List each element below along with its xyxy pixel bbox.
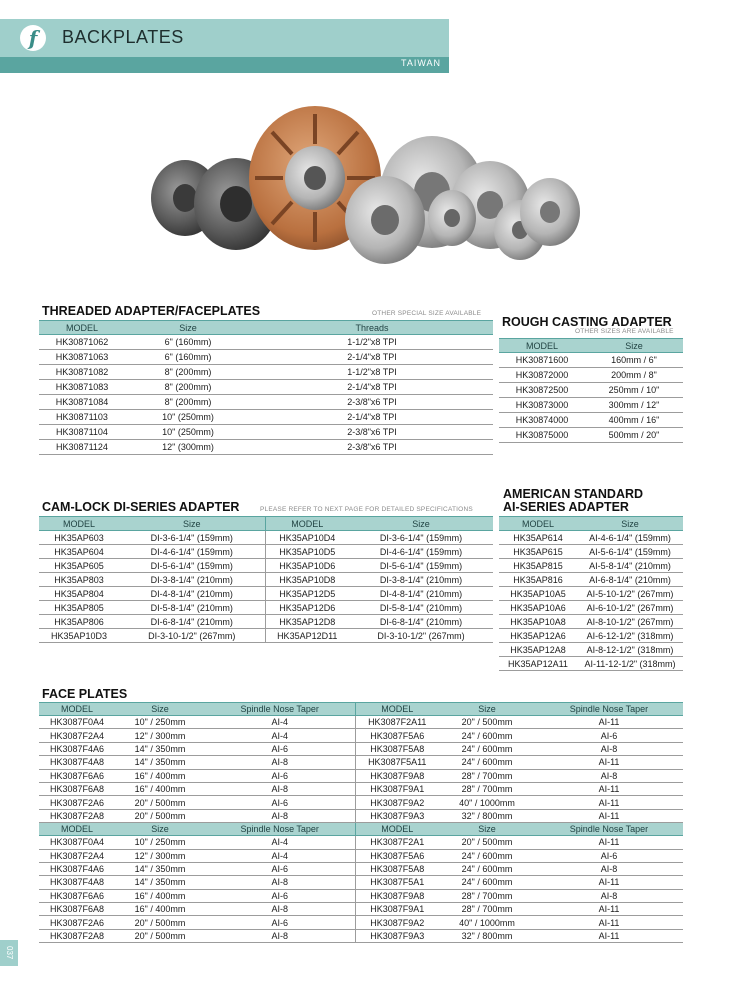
table-cell: HK3087F4A8 <box>39 756 115 769</box>
american-table <box>499 516 683 671</box>
table-cell: 20" / 500mm <box>115 929 205 942</box>
table-cell: 28" / 700mm <box>439 769 535 782</box>
table-cell: AI-11 <box>535 796 683 809</box>
table-cell: AI-6-8-1/4" (210mm) <box>577 573 683 587</box>
table-cell: AI-11 <box>535 716 683 729</box>
table-cell: 10" (250mm) <box>125 410 251 425</box>
header-row <box>39 703 683 716</box>
column-header: MODEL <box>355 823 439 836</box>
rough-title: ROUGH CASTING ADAPTER <box>502 315 672 329</box>
camlock-note: PLEASE REFER TO NEXT PAGE FOR DETAILED SPECIFICATIONS <box>260 506 473 513</box>
table-cell: HK3087F2A4 <box>39 849 115 862</box>
table-cell: HK35AP12D11 <box>265 629 349 643</box>
table-cell: 2-3/8"x6 TPI <box>251 425 493 440</box>
table-cell: HK35AP12A6 <box>499 629 577 643</box>
table-cell: DI-3-8-1/4" (210mm) <box>349 573 493 587</box>
table-cell: 24" / 600mm <box>439 742 535 755</box>
column-header: Size <box>349 517 493 531</box>
header-row <box>499 517 683 531</box>
table-cell: AI-5-10-1/2" (267mm) <box>577 587 683 601</box>
table-cell: HK3087F5A6 <box>355 849 439 862</box>
column-header: Size <box>439 703 535 716</box>
column-header: MODEL <box>39 703 115 716</box>
table-cell: 24" / 600mm <box>439 876 535 889</box>
table-row <box>499 353 683 368</box>
table-cell: AI-11 <box>535 916 683 929</box>
table-cell: AI-4-6-1/4" (159mm) <box>577 531 683 545</box>
table-cell: HK3087F2A6 <box>39 796 115 809</box>
table-cell: HK35AP12D8 <box>265 615 349 629</box>
table-row <box>39 425 493 440</box>
rough-note: OTHER SIZES ARE AVAILABLE <box>575 328 674 335</box>
table-cell: HK30871083 <box>39 380 125 395</box>
table-cell: 12" / 300mm <box>115 729 205 742</box>
header-row <box>39 321 493 335</box>
table-cell: 16" / 400mm <box>115 782 205 795</box>
table-cell: 8" (200mm) <box>125 365 251 380</box>
table-cell: HK35AP815 <box>499 559 577 573</box>
table-row <box>499 657 683 671</box>
table-cell: HK30871124 <box>39 440 125 455</box>
table-cell: HK3087F5A8 <box>355 862 439 875</box>
table-row <box>39 587 493 601</box>
table-cell: HK3087F6A8 <box>39 782 115 795</box>
table-cell: AI-6 <box>205 796 355 809</box>
column-header: MODEL <box>265 517 349 531</box>
table-cell: 400mm / 16" <box>585 413 683 428</box>
table-row <box>39 350 493 365</box>
camlock-title: CAM-LOCK DI-SERIES ADAPTER <box>42 500 240 514</box>
table-cell: 16" / 400mm <box>115 889 205 902</box>
table-row <box>499 398 683 413</box>
table-cell: HK35AP10A6 <box>499 601 577 615</box>
table-cell: HK3087F0A4 <box>39 836 115 849</box>
table-cell: HK30875000 <box>499 428 585 443</box>
table-cell: 24" / 600mm <box>439 849 535 862</box>
header-row <box>39 517 493 531</box>
table-cell: 20" / 500mm <box>115 809 205 822</box>
table-row <box>39 615 493 629</box>
column-header: Threads <box>251 321 493 335</box>
column-header: MODEL <box>499 517 577 531</box>
table-cell: AI-6 <box>205 742 355 755</box>
table-cell: 14" / 350mm <box>115 756 205 769</box>
table-cell: HK3087F9A3 <box>355 929 439 942</box>
table-cell: HK35AP603 <box>39 531 119 545</box>
table-cell: HK3087F4A8 <box>39 876 115 889</box>
table-cell: DI-5-8-1/4" (210mm) <box>349 601 493 615</box>
faceplates-table <box>39 702 683 943</box>
column-header: Spindle Nose Taper <box>205 703 355 716</box>
table-cell: 20" / 500mm <box>115 916 205 929</box>
table-cell: AI-8 <box>205 756 355 769</box>
table-cell: HK3087F9A8 <box>355 769 439 782</box>
table-cell: AI-8-10-1/2" (267mm) <box>577 615 683 629</box>
table-cell: AI-5-8-1/4" (210mm) <box>577 559 683 573</box>
table-cell: AI-11 <box>535 876 683 889</box>
table-row <box>39 836 683 849</box>
table-cell: AI-11 <box>535 836 683 849</box>
header-row <box>39 823 683 836</box>
table-cell: 500mm / 20" <box>585 428 683 443</box>
table-cell: DI-4-6-1/4" (159mm) <box>349 545 493 559</box>
column-header: Spindle Nose Taper <box>535 823 683 836</box>
table-cell: HK3087F9A1 <box>355 782 439 795</box>
table-cell: HK35AP10D8 <box>265 573 349 587</box>
header-subtitle: TAIWAN <box>401 58 441 68</box>
table-cell: AI-6 <box>205 889 355 902</box>
table-cell: HK30871063 <box>39 350 125 365</box>
table-cell: HK3087F2A8 <box>39 929 115 942</box>
table-cell: 1-1/2"x8 TPI <box>251 335 493 350</box>
table-row <box>39 782 683 795</box>
table-cell: 16" / 400mm <box>115 769 205 782</box>
table-cell: AI-8 <box>535 742 683 755</box>
table-row <box>39 716 683 729</box>
table-cell: DI-3-8-1/4" (210mm) <box>119 573 265 587</box>
table-cell: HK30871600 <box>499 353 585 368</box>
table-cell: 12" / 300mm <box>115 849 205 862</box>
header-bar <box>0 19 449 73</box>
table-cell: AI-11 <box>535 903 683 916</box>
table-cell: HK3087F9A3 <box>355 809 439 822</box>
table-cell: AI-8 <box>205 782 355 795</box>
table-row <box>39 629 493 643</box>
table-row <box>39 531 493 545</box>
table-cell: HK30871104 <box>39 425 125 440</box>
table-cell: DI-3-10-1/2" (267mm) <box>119 629 265 643</box>
table-cell: 8" (200mm) <box>125 395 251 410</box>
table-cell: AI-8 <box>535 862 683 875</box>
table-row <box>39 889 683 902</box>
table-cell: 24" / 600mm <box>439 729 535 742</box>
table-cell: 6" (160mm) <box>125 350 251 365</box>
table-cell: 10" / 250mm <box>115 716 205 729</box>
table-cell: HK35AP803 <box>39 573 119 587</box>
table-cell: HK3087F9A8 <box>355 889 439 902</box>
table-cell: AI-8 <box>205 876 355 889</box>
table-cell: HK30871062 <box>39 335 125 350</box>
table-row <box>39 809 683 822</box>
table-row <box>499 573 683 587</box>
camlock-table <box>39 516 493 643</box>
table-cell: HK3087F4A6 <box>39 742 115 755</box>
table-cell: HK35AP615 <box>499 545 577 559</box>
table-cell: HK3087F2A4 <box>39 729 115 742</box>
table-cell: AI-11-12-1/2" (318mm) <box>577 657 683 671</box>
faceplates-title: FACE PLATES <box>42 687 128 701</box>
page-number: 037 <box>0 940 18 966</box>
column-header: Size <box>125 321 251 335</box>
table-cell: DI-5-6-1/4" (159mm) <box>349 559 493 573</box>
table-cell: HK30871082 <box>39 365 125 380</box>
table-row <box>39 756 683 769</box>
table-cell: HK3087F5A1 <box>355 876 439 889</box>
table-row <box>39 365 493 380</box>
table-row <box>499 383 683 398</box>
column-header: MODEL <box>499 339 585 353</box>
table-cell: AI-4 <box>205 716 355 729</box>
table-cell: HK35AP605 <box>39 559 119 573</box>
brand-logo-icon: f <box>20 25 46 51</box>
table-cell: 24" / 600mm <box>439 756 535 769</box>
table-cell: 20" / 500mm <box>115 796 205 809</box>
column-header: Spindle Nose Taper <box>205 823 355 836</box>
table-cell: AI-11 <box>535 929 683 942</box>
table-cell: HK3087F6A8 <box>39 903 115 916</box>
table-cell: AI-4 <box>205 729 355 742</box>
table-cell: DI-5-8-1/4" (210mm) <box>119 601 265 615</box>
table-cell: DI-3-10-1/2" (267mm) <box>349 629 493 643</box>
table-cell: AI-11 <box>535 809 683 822</box>
table-cell: 10" (250mm) <box>125 425 251 440</box>
table-cell: HK35AP804 <box>39 587 119 601</box>
table-row <box>39 395 493 410</box>
table-cell: AI-8 <box>535 769 683 782</box>
threaded-title: THREADED ADAPTER/FACEPLATES <box>42 304 261 318</box>
column-header: MODEL <box>39 321 125 335</box>
table-cell: HK30872000 <box>499 368 585 383</box>
american-title-line2: AI-SERIES ADAPTER <box>503 500 629 514</box>
table-row <box>39 796 683 809</box>
table-cell: 2-1/4"x8 TPI <box>251 410 493 425</box>
page-title: BACKPLATES <box>62 27 184 47</box>
backplates-photo <box>140 100 600 280</box>
table-cell: 8" (200mm) <box>125 380 251 395</box>
column-header: MODEL <box>39 823 115 836</box>
table-cell: 24" / 600mm <box>439 862 535 875</box>
column-header: Size <box>577 517 683 531</box>
table-row <box>39 929 683 942</box>
table-cell: HK3087F9A2 <box>355 796 439 809</box>
column-header: Size <box>439 823 535 836</box>
table-cell: 200mm / 8" <box>585 368 683 383</box>
table-row <box>499 643 683 657</box>
table-cell: 250mm / 10" <box>585 383 683 398</box>
table-row <box>499 629 683 643</box>
table-cell: HK35AP12A11 <box>499 657 577 671</box>
table-cell: 20" / 500mm <box>439 836 535 849</box>
table-cell: HK35AP12D6 <box>265 601 349 615</box>
table-cell: HK30873000 <box>499 398 585 413</box>
column-header: MODEL <box>355 703 439 716</box>
table-cell: DI-5-6-1/4" (159mm) <box>119 559 265 573</box>
table-row <box>39 335 493 350</box>
table-cell: AI-11 <box>535 756 683 769</box>
table-cell: HK3087F6A6 <box>39 889 115 902</box>
table-cell: 2-3/8"x6 TPI <box>251 395 493 410</box>
table-cell: HK30871084 <box>39 395 125 410</box>
table-cell: DI-4-6-1/4" (159mm) <box>119 545 265 559</box>
table-row <box>39 440 493 455</box>
table-cell: AI-8 <box>205 929 355 942</box>
table-cell: HK35AP614 <box>499 531 577 545</box>
threaded-note: OTHER SPECIAL SIZE AVAILABLE <box>372 310 482 317</box>
table-cell: AI-6 <box>205 916 355 929</box>
table-cell: 10" / 250mm <box>115 836 205 849</box>
table-cell: DI-4-8-1/4" (210mm) <box>349 587 493 601</box>
table-cell: 16" / 400mm <box>115 903 205 916</box>
table-row <box>499 413 683 428</box>
table-cell: AI-5-6-1/4" (159mm) <box>577 545 683 559</box>
rough-table <box>499 338 683 443</box>
table-cell: HK35AP604 <box>39 545 119 559</box>
table-cell: 2-3/8"x6 TPI <box>251 440 493 455</box>
table-cell: 40" / 1000mm <box>439 916 535 929</box>
table-cell: 1-1/2"x8 TPI <box>251 365 493 380</box>
table-cell: HK3087F2A8 <box>39 809 115 822</box>
table-cell: HK3087F5A11 <box>355 756 439 769</box>
table-cell: HK3087F2A1 <box>355 836 439 849</box>
column-header: Size <box>115 703 205 716</box>
table-cell: AI-6 <box>535 729 683 742</box>
table-cell: HK35AP805 <box>39 601 119 615</box>
table-row <box>39 573 493 587</box>
table-row <box>39 410 493 425</box>
table-cell: HK3087F5A6 <box>355 729 439 742</box>
table-row <box>499 428 683 443</box>
table-cell: HK35AP10A5 <box>499 587 577 601</box>
table-cell: HK3087F6A6 <box>39 769 115 782</box>
table-row <box>499 587 683 601</box>
table-row <box>499 559 683 573</box>
table-cell: 32" / 800mm <box>439 929 535 942</box>
table-cell: AI-6 <box>205 769 355 782</box>
table-row <box>499 601 683 615</box>
table-row <box>39 862 683 875</box>
table-cell: 40" / 1000mm <box>439 796 535 809</box>
table-cell: AI-6-12-1/2" (318mm) <box>577 629 683 643</box>
table-cell: 2-1/4"x8 TPI <box>251 350 493 365</box>
table-cell: HK35AP12D5 <box>265 587 349 601</box>
table-cell: 160mm / 6" <box>585 353 683 368</box>
table-row <box>39 545 493 559</box>
table-row <box>39 849 683 862</box>
table-cell: DI-3-6-1/4" (159mm) <box>119 531 265 545</box>
table-cell: 20" / 500mm <box>439 716 535 729</box>
table-cell: HK30871103 <box>39 410 125 425</box>
table-cell: HK35AP10D6 <box>265 559 349 573</box>
table-row <box>39 916 683 929</box>
table-cell: HK35AP806 <box>39 615 119 629</box>
table-row <box>39 601 493 615</box>
table-cell: AI-8 <box>205 903 355 916</box>
column-header: Size <box>119 517 265 531</box>
table-cell: HK3087F9A2 <box>355 916 439 929</box>
table-cell: 28" / 700mm <box>439 889 535 902</box>
table-cell: HK3087F2A6 <box>39 916 115 929</box>
table-row <box>39 559 493 573</box>
table-cell: HK30872500 <box>499 383 585 398</box>
table-cell: 12" (300mm) <box>125 440 251 455</box>
table-row <box>39 769 683 782</box>
header-row <box>499 339 683 353</box>
table-row <box>499 531 683 545</box>
column-header: Size <box>585 339 683 353</box>
table-cell: AI-4 <box>205 836 355 849</box>
table-cell: DI-6-8-1/4" (210mm) <box>119 615 265 629</box>
table-cell: HK3087F9A1 <box>355 903 439 916</box>
table-cell: DI-4-8-1/4" (210mm) <box>119 587 265 601</box>
table-cell: HK3087F4A6 <box>39 862 115 875</box>
table-cell: AI-8-12-1/2" (318mm) <box>577 643 683 657</box>
table-cell: 32" / 800mm <box>439 809 535 822</box>
table-cell: HK3087F5A8 <box>355 742 439 755</box>
table-cell: AI-11 <box>535 782 683 795</box>
table-cell: DI-3-6-1/4" (159mm) <box>349 531 493 545</box>
table-row <box>39 903 683 916</box>
table-cell: 14" / 350mm <box>115 876 205 889</box>
table-cell: AI-8 <box>205 809 355 822</box>
table-row <box>39 876 683 889</box>
column-header: Spindle Nose Taper <box>535 703 683 716</box>
table-cell: HK3087F2A11 <box>355 716 439 729</box>
table-cell: 6" (160mm) <box>125 335 251 350</box>
american-title-line1: AMERICAN STANDARD <box>503 487 644 501</box>
table-cell: AI-4 <box>205 849 355 862</box>
table-cell: HK3087F0A4 <box>39 716 115 729</box>
table-row <box>499 615 683 629</box>
table-cell: HK30874000 <box>499 413 585 428</box>
table-cell: DI-6-8-1/4" (210mm) <box>349 615 493 629</box>
column-header: MODEL <box>39 517 119 531</box>
header-bottom-band <box>0 57 449 73</box>
table-row <box>39 729 683 742</box>
table-row <box>499 368 683 383</box>
table-cell: 28" / 700mm <box>439 903 535 916</box>
table-row <box>499 545 683 559</box>
table-cell: AI-8 <box>535 889 683 902</box>
table-cell: 28" / 700mm <box>439 782 535 795</box>
table-cell: HK35AP10D3 <box>39 629 119 643</box>
table-cell: 14" / 350mm <box>115 742 205 755</box>
table-cell: 300mm / 12" <box>585 398 683 413</box>
table-cell: AI-6 <box>205 862 355 875</box>
table-cell: HK35AP10D4 <box>265 531 349 545</box>
table-row <box>39 742 683 755</box>
table-cell: HK35AP12A8 <box>499 643 577 657</box>
table-cell: AI-6 <box>535 849 683 862</box>
table-cell: 2-1/4"x8 TPI <box>251 380 493 395</box>
table-cell: 14" / 350mm <box>115 862 205 875</box>
table-cell: HK35AP816 <box>499 573 577 587</box>
threaded-table <box>39 320 493 455</box>
table-cell: AI-6-10-1/2" (267mm) <box>577 601 683 615</box>
table-cell: HK35AP10D5 <box>265 545 349 559</box>
table-cell: HK35AP10A8 <box>499 615 577 629</box>
table-row <box>39 380 493 395</box>
column-header: Size <box>115 823 205 836</box>
